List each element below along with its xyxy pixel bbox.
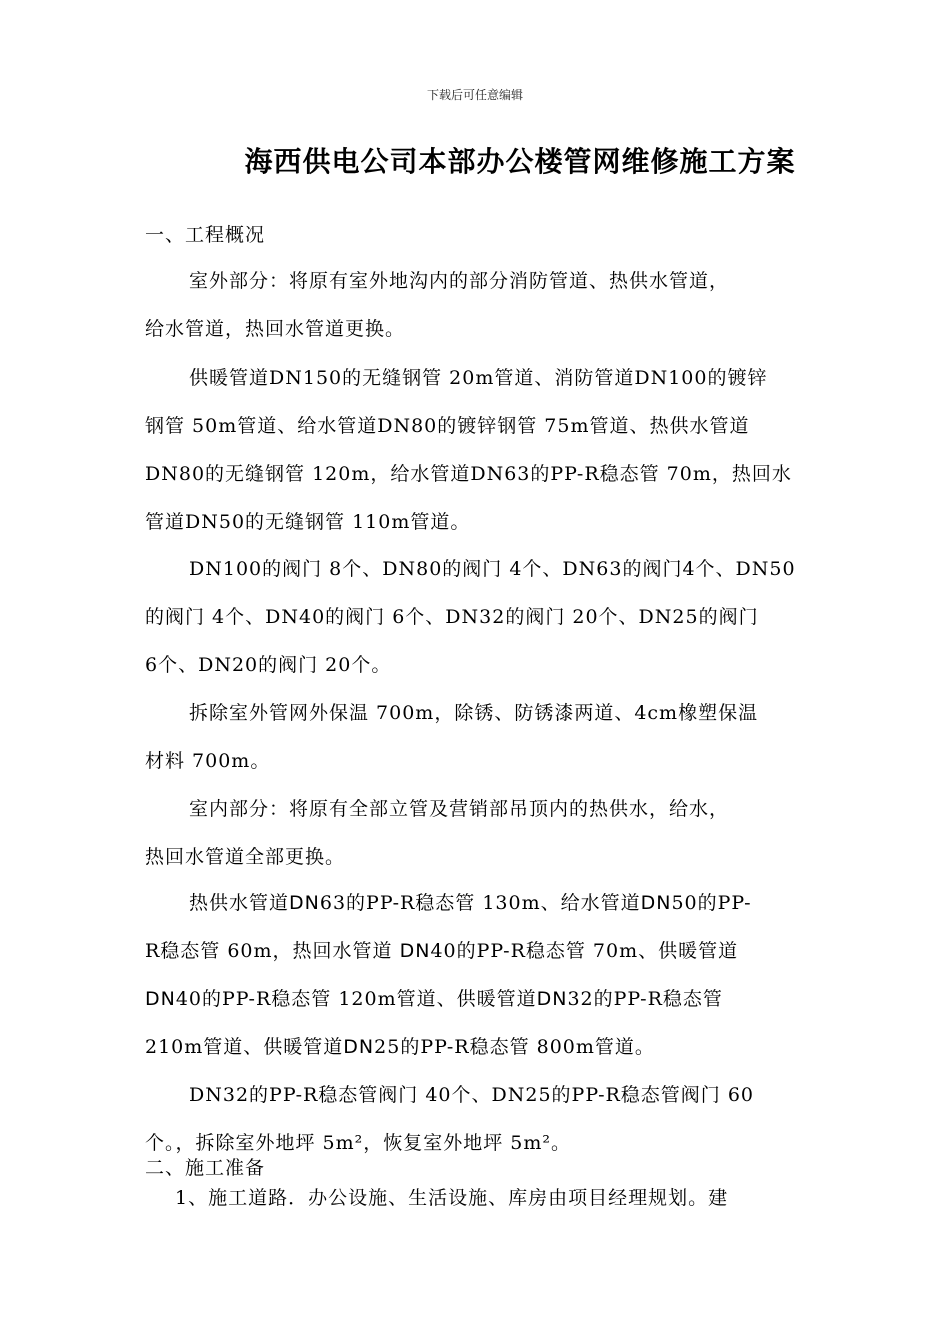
text-line [145, 879, 807, 927]
text-span: 40的PP-R稳态管 70m、供暖管道 [430, 940, 739, 962]
text-span: DN [145, 988, 176, 1010]
text-span: DN [399, 940, 431, 962]
text-line: 热回水管道全部更换。 [145, 846, 346, 868]
page-header-note: 下载后可任意编辑 [426, 88, 523, 102]
text-span: 210m管道、供暖管道 [145, 1036, 344, 1058]
text-span: R稳态管 60m，热回水管道 [145, 940, 400, 962]
text-line [145, 927, 807, 975]
text-line: 的阀门 4个、DN40的阀门 6个、DN32的阀门 20个、DN25的阀门 [145, 606, 759, 628]
text-span: 25的PP-R稳态管 800m管道。 [374, 1036, 655, 1058]
text-span: 50的PP- [671, 892, 752, 914]
text-line: DN100的阀门 8个、DN80的阀门 4个、DN63的阀门4个、DN50 [189, 558, 796, 580]
text-line: 钢管 50m管道、给水管道DN80的镀锌钢管 75m管道、热供水管道 [145, 415, 750, 437]
text-span: DN [289, 892, 320, 914]
paragraph-indoor [145, 785, 807, 881]
text-line: 供暖管道DN150的无缝钢管 20m管道、消防管道DN100的镀锌 [189, 367, 768, 389]
paragraph-valves [145, 545, 807, 689]
text-line: 给水管道，热回水管道更换。 [145, 318, 406, 340]
text-line: 室外部分：将原有室外地沟内的部分消防管道、热供水管道， [189, 270, 730, 292]
text-line [145, 1023, 807, 1071]
text-line: DN32的PP-R稳态管阀门 40个、DN25的PP-R稳态管阀门 60 [189, 1084, 755, 1106]
text-line [145, 975, 807, 1023]
text-span: DN [640, 892, 672, 914]
text-line: 管道DN50的无缝钢管 110m管道。 [145, 511, 471, 533]
preparation-item-1: 1、施工道路．办公设施、生活设施、库房由项目经理规划。建 [175, 1187, 729, 1209]
paragraph-indoor-pipes [145, 879, 807, 1071]
text-line: 拆除室外管网外保温 700m，除锈、防锈漆两道、4cm橡塑保温 [189, 702, 759, 724]
text-line: DN80的无缝钢管 120m，给水管道DN63的PP-R稳态管 70m，热回水 [145, 463, 792, 485]
section-heading-preparation: 二、施工准备 [145, 1157, 266, 1179]
text-line: 个。，拆除室外地坪 5m²，恢复室外地坪 5m²。 [145, 1132, 572, 1154]
text-span: DN [343, 1036, 375, 1058]
text-span: DN [536, 988, 568, 1010]
document-title: 海西供电公司本部办公楼管网维修施工方案 [244, 145, 796, 178]
text-span: 热供水管道 [189, 892, 290, 914]
paragraph-insulation [145, 689, 807, 785]
text-span: 32的PP-R稳态管 [567, 988, 723, 1010]
section-heading-overview: 一、工程概况 [145, 224, 266, 246]
text-span: 63的PP-R稳态管 130m、给水管道 [319, 892, 641, 914]
text-line: 室内部分：将原有全部立管及营销部吊顶内的热供水，给水， [189, 798, 730, 820]
text-line: 6个、DN20的阀门 20个。 [145, 654, 392, 676]
paragraph-pipes [145, 354, 807, 546]
text-span: 40的PP-R稳态管 120m管道、供暖管道 [175, 988, 537, 1010]
paragraph-outdoor [145, 257, 807, 353]
text-line: 材料 700m。 [145, 750, 271, 772]
